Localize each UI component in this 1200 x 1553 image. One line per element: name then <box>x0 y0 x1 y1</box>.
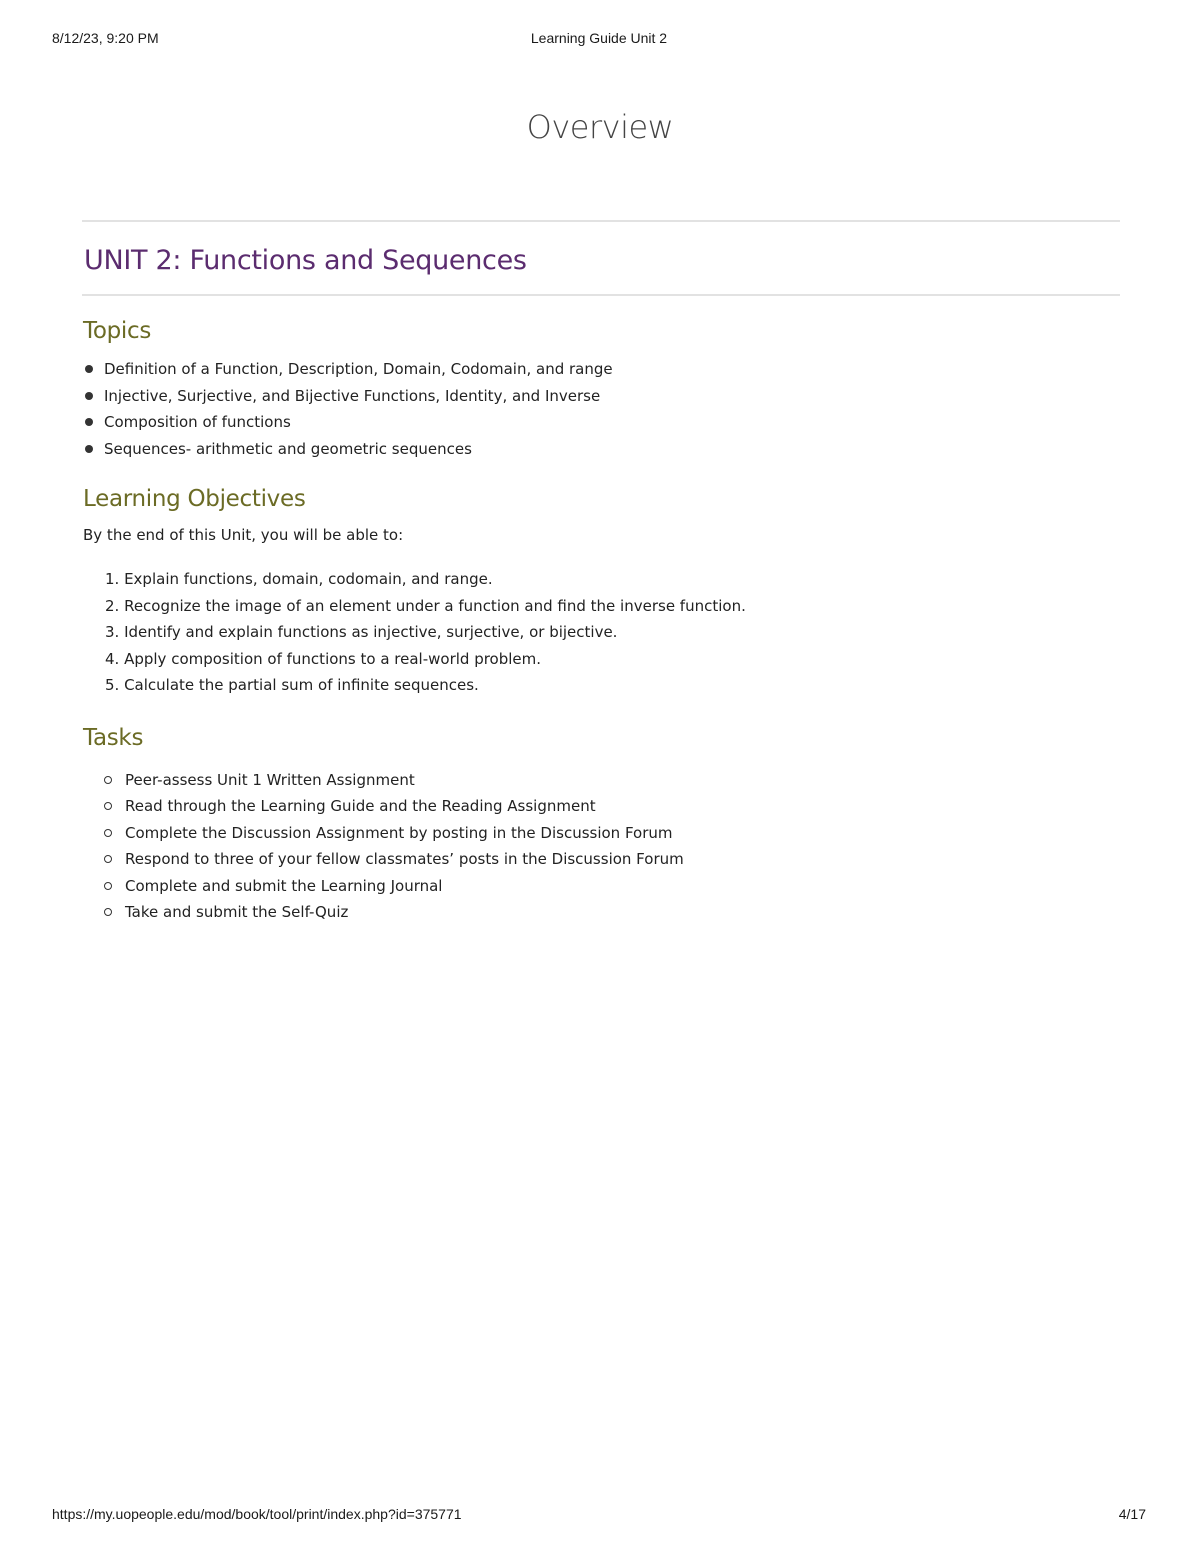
topics-list <box>82 356 1120 462</box>
list-item <box>82 793 1120 820</box>
bullet-icon <box>85 445 93 453</box>
task-text: Take and submit the Self-Quiz <box>125 903 349 921</box>
topic-text: Sequences- arithmetic and geometric sequences <box>104 439 472 458</box>
print-url: https://my.uopeople.edu/mod/book/tool/print/index.php?id=375771 <box>52 1506 462 1522</box>
topic-text: Injective, Surjective, and Bijective Functions, Identity, and Inverse <box>104 386 601 405</box>
tasks-list <box>82 767 1120 926</box>
list-item: 3. Identify and explain functions as injective, surjective, or bijective. <box>105 623 618 641</box>
circle-bullet-icon <box>104 908 112 916</box>
list-item <box>82 899 1120 926</box>
print-datetime: 8/12/23, 9:20 PM <box>52 30 159 46</box>
page-number: 4/17 <box>1118 1506 1146 1522</box>
bullet-icon <box>85 418 93 426</box>
print-header <box>52 30 1146 50</box>
list-item <box>82 383 1120 410</box>
list-item <box>82 873 1120 900</box>
task-text: Complete the Discussion Assignment by posting in the Discussion Forum <box>125 823 673 842</box>
topics-heading: Topics <box>83 318 152 344</box>
bullet-icon <box>85 392 93 400</box>
unit-title: UNIT 2: Functions and Sequences <box>84 245 527 276</box>
circle-bullet-icon <box>104 802 112 810</box>
topic-text: Definition of a Function, Description, Domain, Codomain, and range <box>104 360 613 378</box>
bullet-icon <box>85 365 93 373</box>
list-item <box>82 409 1120 436</box>
circle-bullet-icon <box>104 882 112 890</box>
task-text: Complete and submit the Learning Journal <box>125 876 443 895</box>
print-footer <box>52 1506 1146 1526</box>
objectives-intro: By the end of this Unit, you will be able to: <box>83 526 404 544</box>
list-item: 2. Recognize the image of an element under a function and find the inverse function. <box>105 596 746 615</box>
list-item <box>82 767 1120 794</box>
list-item <box>82 356 1120 383</box>
print-doc-title: Learning Guide Unit 2 <box>530 30 668 46</box>
list-item: 4. Apply composition of functions to a real-world problem. <box>105 649 542 668</box>
list-item <box>82 820 1120 847</box>
list-item: 1. Explain functions, domain, codomain, and range. <box>105 570 493 588</box>
tasks-heading: Tasks <box>83 724 144 751</box>
objectives-list <box>82 566 1120 699</box>
divider-top <box>82 220 1120 222</box>
task-text: Read through the Learning Guide and the Reading Assignment <box>125 797 596 815</box>
chapter-title: Overview <box>526 108 674 146</box>
divider-bottom <box>82 294 1120 296</box>
circle-bullet-icon <box>104 855 112 863</box>
circle-bullet-icon <box>104 776 112 784</box>
circle-bullet-icon <box>104 829 112 837</box>
task-text: Peer-assess Unit 1 Written Assignment <box>125 770 415 789</box>
task-text: Respond to three of your fellow classmates’ posts in the Discussion Forum <box>125 850 684 868</box>
list-item <box>82 846 1120 873</box>
topic-text: Composition of functions <box>104 413 291 431</box>
objectives-heading: Learning Objectives <box>83 486 306 512</box>
list-item: 5. Calculate the partial sum of infinite sequences. <box>105 676 479 694</box>
list-item <box>82 436 1120 463</box>
main-content <box>82 220 1120 926</box>
